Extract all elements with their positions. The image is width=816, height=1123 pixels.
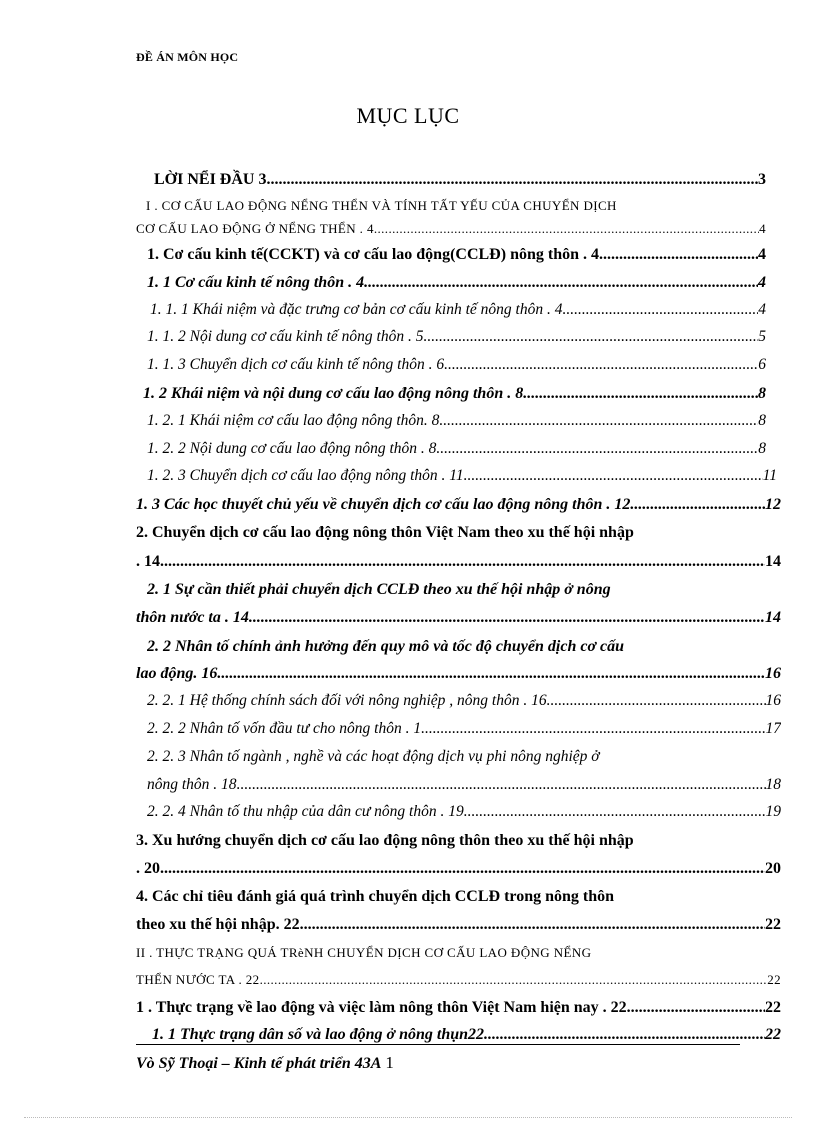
toc-entry[interactable]: 1 . Thực trạng về lao động và việc làm nông thôn Việt Nam hiện nay . 22 ..... 22 [136, 995, 781, 1021]
toc-entry[interactable]: . 14 ..... 14 [136, 549, 781, 575]
toc-entry[interactable]: 2. 1 Sự cần thiết phải chuyển dịch CCLĐ theo xu thế hội nhập ở nông [147, 581, 611, 598]
toc-entry[interactable]: 1. 1 Thực trạng dân số và lao động ở nông thụn22 ..... 22 [152, 1022, 781, 1048]
page-title: MỤC LỤC [356, 103, 460, 128]
toc-entry[interactable]: CƠ CẤU LAO ĐỘNG Ở NỂNG THỂN . 4 ..... 4 [136, 216, 766, 242]
toc-entry[interactable]: 1. 2. 2 Nội dung cơ cấu lao động nông thôn . 8 ..... 8 [147, 436, 766, 462]
toc-entry[interactable]: 2. 2. 4 Nhân tố thu nhập của dân cư nông thôn . 19 ..... 19 [147, 799, 781, 825]
toc-entry[interactable]: II . THỰC TRẠNG QUÁ TRèNH CHUYỂN DỊCH CƠ CẤU LAO ĐỘNG NỂNG [136, 945, 592, 960]
toc-entry[interactable]: nông thôn . 18 ..... 18 [147, 772, 781, 798]
toc-entry[interactable]: 2. 2 Nhân tố chính ảnh hưởng đến quy mô và tốc độ chuyển dịch cơ cấu [147, 638, 625, 655]
toc-entry[interactable]: 3. Xu hướng chuyển dịch cơ cấu lao động nông thôn theo xu thế hội nhập [136, 832, 634, 849]
page-footer [136, 1053, 394, 1073]
toc-entry[interactable]: THỂN NƯỚC TA . 22 ..... 22 [136, 967, 781, 993]
footer-author: Vò Sỹ Thoại – Kinh tế phát triển 43A [136, 1055, 382, 1072]
toc-entry[interactable]: 4. Các chỉ tiêu đánh giá quá trình chuyển dịch CCLĐ trong nông thôn [136, 888, 615, 905]
toc-entry[interactable]: 1. Cơ cấu kinh tế(CCKT) và cơ cấu lao động(CCLĐ) nông thôn . 4 ..... 4 [147, 242, 766, 268]
toc-entry[interactable]: LỜI NỂI ĐẦU 3 ..... 3 [154, 167, 766, 193]
toc-entry[interactable]: 1. 1. 1 Khái niệm và đặc trưng cơ bản cơ cấu kinh tế nông thôn . 4 ..... 4 [150, 297, 766, 323]
toc-entry[interactable]: 2. 2. 3 Nhân tố ngành , nghề và các hoạt động dịch vụ phi nông nghiệp ở [147, 748, 600, 765]
toc-entry[interactable]: 1. 1. 2 Nội dung cơ cấu kinh tế nông thôn . 5 ..... 5 [147, 324, 766, 350]
toc-entry[interactable]: thôn nước ta . 14 ..... 14 [136, 605, 781, 631]
page-break [24, 1117, 792, 1118]
toc-entry[interactable]: 2. Chuyển dịch cơ cấu lao động nông thôn Việt Nam theo xu thế hội nhập [136, 524, 634, 541]
toc-entry[interactable]: 1. 1. 3 Chuyển dịch cơ cấu kinh tế nông thôn . 6 ..... 6 [147, 352, 766, 378]
page-number: 1 [385, 1053, 394, 1072]
toc-entry[interactable]: 1. 2. 1 Khái niệm cơ cấu lao động nông thôn. 8 ..... 8 [147, 408, 766, 434]
toc-entry[interactable]: 1. 3 Các học thuyết chủ yếu về chuyển dịch cơ cấu lao động nông thôn . 12 ..... 12 [136, 492, 781, 518]
toc-entry[interactable]: I . CƠ CẤU LAO ĐỘNG NỂNG THỂN VÀ TÍNH TẤT YẾU CỦA CHUYỂN DỊCH [146, 198, 617, 213]
document-header: ĐỀ ÁN MÔN HỌC [136, 50, 239, 64]
toc-entry[interactable]: 1. 1 Cơ cấu kinh tế nông thôn . 4 ..... 4 [147, 270, 766, 296]
toc-entry[interactable]: 1. 2 Khái niệm và nội dung cơ cấu lao động nông thôn . 8 ..... 8 [143, 381, 766, 407]
footer-divider [136, 1044, 740, 1045]
toc-entry[interactable]: 2. 2. 1 Hệ thống chính sách đối với nông nghiệp , nông thôn . 16 ..... 16 [147, 688, 781, 714]
toc-entry[interactable]: 2. 2. 2 Nhân tố vốn đầu tư cho nông thôn . 1 ..... 17 [147, 716, 781, 742]
toc-entry[interactable]: theo xu thế hội nhập. 22 ..... 22 [136, 912, 781, 938]
toc-entry[interactable]: 1. 2. 3 Chuyển dịch cơ cấu lao động nông thôn . 11 ..... 11 [147, 463, 777, 489]
toc-entry[interactable]: lao động. 16 ..... 16 [136, 661, 781, 687]
toc-entry[interactable]: . 20 ..... 20 [136, 856, 781, 882]
